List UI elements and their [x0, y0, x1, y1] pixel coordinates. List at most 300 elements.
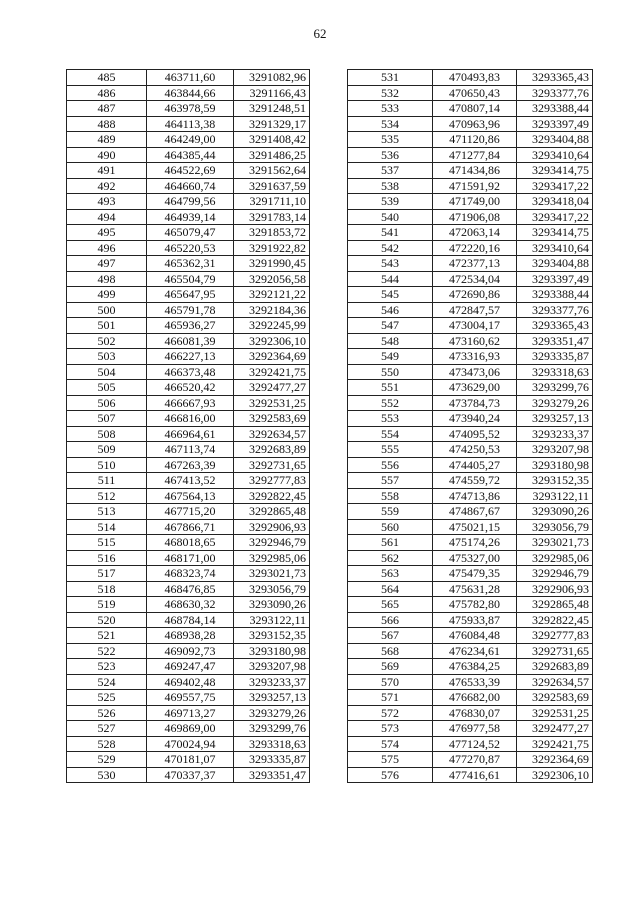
y-coordinate-cell: 3292731,65 — [234, 457, 310, 473]
point-number-cell: 516 — [67, 550, 147, 566]
y-coordinate-cell: 3291248,51 — [234, 101, 310, 117]
table-row — [348, 147, 593, 163]
y-coordinate-cell: 3292583,69 — [517, 690, 593, 706]
y-coordinate-cell: 3292245,99 — [234, 318, 310, 334]
point-number-cell: 515 — [67, 535, 147, 551]
y-coordinate-cell: 3292946,79 — [517, 566, 593, 582]
x-coordinate-cell: 470181,07 — [147, 752, 234, 768]
y-coordinate-cell: 3292477,27 — [234, 380, 310, 396]
point-number-cell: 571 — [348, 690, 433, 706]
x-coordinate-cell: 472220,16 — [433, 240, 517, 256]
x-coordinate-cell: 477416,61 — [433, 767, 517, 783]
table-row — [348, 163, 593, 179]
y-coordinate-cell: 3293365,43 — [517, 70, 593, 86]
x-coordinate-cell: 469402,48 — [147, 674, 234, 690]
point-number-cell: 494 — [67, 209, 147, 225]
x-coordinate-cell: 477124,52 — [433, 736, 517, 752]
y-coordinate-cell: 3292634,57 — [234, 426, 310, 442]
y-coordinate-cell: 3291486,25 — [234, 147, 310, 163]
point-number-cell: 538 — [348, 178, 433, 194]
x-coordinate-cell: 474867,67 — [433, 504, 517, 520]
y-coordinate-cell: 3292865,48 — [517, 597, 593, 613]
point-number-cell: 572 — [348, 705, 433, 721]
point-number-cell: 514 — [67, 519, 147, 535]
y-coordinate-cell: 3293351,47 — [517, 333, 593, 349]
x-coordinate-cell: 463978,59 — [147, 101, 234, 117]
table-row — [348, 333, 593, 349]
table-row — [348, 736, 593, 752]
point-number-cell: 506 — [67, 395, 147, 411]
table-row — [348, 457, 593, 473]
table-row — [67, 380, 310, 396]
table-row — [67, 426, 310, 442]
table-row — [348, 628, 593, 644]
x-coordinate-cell: 467263,39 — [147, 457, 234, 473]
x-coordinate-cell: 465504,79 — [147, 271, 234, 287]
coordinates-table-left — [66, 69, 310, 783]
point-number-cell: 489 — [67, 132, 147, 148]
table-row — [67, 147, 310, 163]
point-number-cell: 502 — [67, 333, 147, 349]
point-number-cell: 560 — [348, 519, 433, 535]
point-number-cell: 574 — [348, 736, 433, 752]
y-coordinate-cell: 3291562,64 — [234, 163, 310, 179]
y-coordinate-cell: 3293365,43 — [517, 318, 593, 334]
y-coordinate-cell: 3293090,26 — [234, 597, 310, 613]
table-row — [348, 318, 593, 334]
x-coordinate-cell: 476384,25 — [433, 659, 517, 675]
point-number-cell: 529 — [67, 752, 147, 768]
table-row — [348, 271, 593, 287]
x-coordinate-cell: 471591,92 — [433, 178, 517, 194]
table-row — [348, 132, 593, 148]
x-coordinate-cell: 466227,13 — [147, 349, 234, 365]
y-coordinate-cell: 3291082,96 — [234, 70, 310, 86]
table-row — [348, 752, 593, 768]
y-coordinate-cell: 3291637,59 — [234, 178, 310, 194]
x-coordinate-cell: 473160,62 — [433, 333, 517, 349]
y-coordinate-cell: 3293318,63 — [234, 736, 310, 752]
y-coordinate-cell: 3293404,88 — [517, 256, 593, 272]
y-coordinate-cell: 3293404,88 — [517, 132, 593, 148]
point-number-cell: 543 — [348, 256, 433, 272]
y-coordinate-cell: 3293388,44 — [517, 287, 593, 303]
x-coordinate-cell: 474250,53 — [433, 442, 517, 458]
coordinates-table-right — [347, 69, 593, 783]
y-coordinate-cell: 3292906,93 — [517, 581, 593, 597]
table-row — [348, 256, 593, 272]
x-coordinate-cell: 470493,83 — [433, 70, 517, 86]
point-number-cell: 507 — [67, 411, 147, 427]
x-coordinate-cell: 465791,78 — [147, 302, 234, 318]
table-row — [67, 473, 310, 489]
x-coordinate-cell: 464249,00 — [147, 132, 234, 148]
point-number-cell: 552 — [348, 395, 433, 411]
point-number-cell: 524 — [67, 674, 147, 690]
table-row — [348, 519, 593, 535]
x-coordinate-cell: 466081,39 — [147, 333, 234, 349]
x-coordinate-cell: 466520,42 — [147, 380, 234, 396]
table-row — [67, 333, 310, 349]
table-row — [67, 659, 310, 675]
y-coordinate-cell: 3293152,35 — [234, 628, 310, 644]
table-row — [67, 457, 310, 473]
y-coordinate-cell: 3293388,44 — [517, 101, 593, 117]
table-row — [67, 364, 310, 380]
y-coordinate-cell: 3292364,69 — [234, 349, 310, 365]
y-coordinate-cell: 3293122,11 — [517, 488, 593, 504]
point-number-cell: 555 — [348, 442, 433, 458]
table-row — [67, 628, 310, 644]
y-coordinate-cell: 3293351,47 — [234, 767, 310, 783]
y-coordinate-cell: 3292583,69 — [234, 411, 310, 427]
y-coordinate-cell: 3293207,98 — [234, 659, 310, 675]
x-coordinate-cell: 473629,00 — [433, 380, 517, 396]
table-row — [67, 240, 310, 256]
y-coordinate-cell: 3292364,69 — [517, 752, 593, 768]
x-coordinate-cell: 464799,56 — [147, 194, 234, 210]
point-number-cell: 559 — [348, 504, 433, 520]
y-coordinate-cell: 3293122,11 — [234, 612, 310, 628]
table-row — [348, 612, 593, 628]
x-coordinate-cell: 465647,95 — [147, 287, 234, 303]
point-number-cell: 570 — [348, 674, 433, 690]
y-coordinate-cell: 3292683,89 — [234, 442, 310, 458]
y-coordinate-cell: 3291329,17 — [234, 116, 310, 132]
table-row — [348, 116, 593, 132]
page-number: 62 — [313, 26, 327, 41]
x-coordinate-cell: 474713,86 — [433, 488, 517, 504]
y-coordinate-cell: 3292985,06 — [234, 550, 310, 566]
table-row — [348, 225, 593, 241]
table-row — [67, 287, 310, 303]
table-row — [67, 736, 310, 752]
table-row — [348, 411, 593, 427]
point-number-cell: 508 — [67, 426, 147, 442]
y-coordinate-cell: 3292184,36 — [234, 302, 310, 318]
x-coordinate-cell: 471434,86 — [433, 163, 517, 179]
x-coordinate-cell: 475327,00 — [433, 550, 517, 566]
y-coordinate-cell: 3293180,98 — [517, 457, 593, 473]
table-row — [67, 302, 310, 318]
x-coordinate-cell: 464385,44 — [147, 147, 234, 163]
point-number-cell: 488 — [67, 116, 147, 132]
table-row — [348, 643, 593, 659]
x-coordinate-cell: 477270,87 — [433, 752, 517, 768]
point-number-cell: 499 — [67, 287, 147, 303]
table-row — [348, 767, 593, 783]
point-number-cell: 501 — [67, 318, 147, 334]
table-row — [67, 395, 310, 411]
x-coordinate-cell: 475933,87 — [433, 612, 517, 628]
point-number-cell: 564 — [348, 581, 433, 597]
table-row — [348, 674, 593, 690]
table-row — [67, 225, 310, 241]
x-coordinate-cell: 466667,93 — [147, 395, 234, 411]
y-coordinate-cell: 3291853,72 — [234, 225, 310, 241]
x-coordinate-cell: 467113,74 — [147, 442, 234, 458]
y-coordinate-cell: 3293180,98 — [234, 643, 310, 659]
x-coordinate-cell: 476830,07 — [433, 705, 517, 721]
table-row — [348, 473, 593, 489]
x-coordinate-cell: 473316,93 — [433, 349, 517, 365]
x-coordinate-cell: 466964,61 — [147, 426, 234, 442]
point-number-cell: 550 — [348, 364, 433, 380]
y-coordinate-cell: 3292731,65 — [517, 643, 593, 659]
table-row — [67, 767, 310, 783]
table-row — [348, 178, 593, 194]
point-number-cell: 500 — [67, 302, 147, 318]
x-coordinate-cell: 468323,74 — [147, 566, 234, 582]
y-coordinate-cell: 3292865,48 — [234, 504, 310, 520]
x-coordinate-cell: 467866,71 — [147, 519, 234, 535]
x-coordinate-cell: 475021,15 — [433, 519, 517, 535]
point-number-cell: 533 — [348, 101, 433, 117]
point-number-cell: 496 — [67, 240, 147, 256]
point-number-cell: 510 — [67, 457, 147, 473]
y-coordinate-cell: 3291922,82 — [234, 240, 310, 256]
table-row — [348, 85, 593, 101]
x-coordinate-cell: 463711,60 — [147, 70, 234, 86]
point-number-cell: 498 — [67, 271, 147, 287]
point-number-cell: 541 — [348, 225, 433, 241]
table-row — [67, 349, 310, 365]
point-number-cell: 569 — [348, 659, 433, 675]
y-coordinate-cell: 3293090,26 — [517, 504, 593, 520]
y-coordinate-cell: 3293056,79 — [234, 581, 310, 597]
y-coordinate-cell: 3292121,22 — [234, 287, 310, 303]
point-number-cell: 534 — [348, 116, 433, 132]
x-coordinate-cell: 472847,57 — [433, 302, 517, 318]
x-coordinate-cell: 472063,14 — [433, 225, 517, 241]
y-coordinate-cell: 3291783,14 — [234, 209, 310, 225]
table-row — [348, 101, 593, 117]
point-number-cell: 487 — [67, 101, 147, 117]
point-number-cell: 568 — [348, 643, 433, 659]
table-row — [67, 85, 310, 101]
y-coordinate-cell: 3292777,83 — [517, 628, 593, 644]
point-number-cell: 547 — [348, 318, 433, 334]
x-coordinate-cell: 469557,75 — [147, 690, 234, 706]
table-row — [67, 504, 310, 520]
x-coordinate-cell: 468171,00 — [147, 550, 234, 566]
x-coordinate-cell: 468784,14 — [147, 612, 234, 628]
point-number-cell: 567 — [348, 628, 433, 644]
table-row — [67, 612, 310, 628]
point-number-cell: 540 — [348, 209, 433, 225]
y-coordinate-cell: 3293257,13 — [234, 690, 310, 706]
point-number-cell: 517 — [67, 566, 147, 582]
point-number-cell: 532 — [348, 85, 433, 101]
y-coordinate-cell: 3293410,64 — [517, 240, 593, 256]
y-coordinate-cell: 3292056,58 — [234, 271, 310, 287]
y-coordinate-cell: 3293335,87 — [517, 349, 593, 365]
x-coordinate-cell: 467564,13 — [147, 488, 234, 504]
x-coordinate-cell: 472377,13 — [433, 256, 517, 272]
table-row — [67, 690, 310, 706]
point-number-cell: 565 — [348, 597, 433, 613]
table-row — [348, 302, 593, 318]
x-coordinate-cell: 464113,38 — [147, 116, 234, 132]
x-coordinate-cell: 465220,53 — [147, 240, 234, 256]
table-row — [67, 566, 310, 582]
point-number-cell: 511 — [67, 473, 147, 489]
x-coordinate-cell: 469247,47 — [147, 659, 234, 675]
point-number-cell: 527 — [67, 721, 147, 737]
table-row — [67, 752, 310, 768]
point-number-cell: 554 — [348, 426, 433, 442]
x-coordinate-cell: 465362,31 — [147, 256, 234, 272]
point-number-cell: 509 — [67, 442, 147, 458]
y-coordinate-cell: 3292906,93 — [234, 519, 310, 535]
table-row — [348, 690, 593, 706]
table-row — [67, 550, 310, 566]
table-row — [348, 395, 593, 411]
y-coordinate-cell: 3292822,45 — [517, 612, 593, 628]
point-number-cell: 492 — [67, 178, 147, 194]
point-number-cell: 576 — [348, 767, 433, 783]
point-number-cell: 491 — [67, 163, 147, 179]
y-coordinate-cell: 3292477,27 — [517, 721, 593, 737]
y-coordinate-cell: 3293335,87 — [234, 752, 310, 768]
x-coordinate-cell: 476084,48 — [433, 628, 517, 644]
x-coordinate-cell: 475631,28 — [433, 581, 517, 597]
table-row — [348, 380, 593, 396]
point-number-cell: 562 — [348, 550, 433, 566]
x-coordinate-cell: 473473,06 — [433, 364, 517, 380]
point-number-cell: 495 — [67, 225, 147, 241]
y-coordinate-cell: 3291711,10 — [234, 194, 310, 210]
x-coordinate-cell: 467413,52 — [147, 473, 234, 489]
x-coordinate-cell: 464522,69 — [147, 163, 234, 179]
y-coordinate-cell: 3291408,42 — [234, 132, 310, 148]
x-coordinate-cell: 465936,27 — [147, 318, 234, 334]
table-row — [67, 163, 310, 179]
x-coordinate-cell: 473004,17 — [433, 318, 517, 334]
y-coordinate-cell: 3293207,98 — [517, 442, 593, 458]
table-row — [348, 349, 593, 365]
y-coordinate-cell: 3293397,49 — [517, 271, 593, 287]
point-number-cell: 537 — [348, 163, 433, 179]
table-row — [348, 194, 593, 210]
y-coordinate-cell: 3293233,37 — [234, 674, 310, 690]
x-coordinate-cell: 474405,27 — [433, 457, 517, 473]
table-row — [67, 194, 310, 210]
point-number-cell: 497 — [67, 256, 147, 272]
table-row — [67, 209, 310, 225]
table-row — [67, 178, 310, 194]
table-row — [67, 674, 310, 690]
point-number-cell: 551 — [348, 380, 433, 396]
y-coordinate-cell: 3293056,79 — [517, 519, 593, 535]
point-number-cell: 504 — [67, 364, 147, 380]
x-coordinate-cell: 465079,47 — [147, 225, 234, 241]
x-coordinate-cell: 464939,14 — [147, 209, 234, 225]
x-coordinate-cell: 464660,74 — [147, 178, 234, 194]
table-row — [348, 721, 593, 737]
x-coordinate-cell: 474559,72 — [433, 473, 517, 489]
table-row — [67, 442, 310, 458]
table-row — [67, 256, 310, 272]
y-coordinate-cell: 3293410,64 — [517, 147, 593, 163]
y-coordinate-cell: 3293397,49 — [517, 116, 593, 132]
y-coordinate-cell: 3293377,76 — [517, 85, 593, 101]
table-row — [348, 504, 593, 520]
x-coordinate-cell: 471120,86 — [433, 132, 517, 148]
point-number-cell: 536 — [348, 147, 433, 163]
point-number-cell: 490 — [67, 147, 147, 163]
table-row — [67, 70, 310, 86]
x-coordinate-cell: 470024,94 — [147, 736, 234, 752]
point-number-cell: 493 — [67, 194, 147, 210]
x-coordinate-cell: 468018,65 — [147, 535, 234, 551]
point-number-cell: 573 — [348, 721, 433, 737]
point-number-cell: 525 — [67, 690, 147, 706]
table-row — [67, 721, 310, 737]
table-row — [348, 287, 593, 303]
y-coordinate-cell: 3292531,25 — [234, 395, 310, 411]
table-row — [348, 70, 593, 86]
table-row — [67, 101, 310, 117]
y-coordinate-cell: 3291166,43 — [234, 85, 310, 101]
point-number-cell: 531 — [348, 70, 433, 86]
table-row — [67, 116, 310, 132]
y-coordinate-cell: 3293414,75 — [517, 225, 593, 241]
point-number-cell: 575 — [348, 752, 433, 768]
y-coordinate-cell: 3293377,76 — [517, 302, 593, 318]
x-coordinate-cell: 476533,39 — [433, 674, 517, 690]
y-coordinate-cell: 3291990,45 — [234, 256, 310, 272]
y-coordinate-cell: 3293414,75 — [517, 163, 593, 179]
point-number-cell: 521 — [67, 628, 147, 644]
x-coordinate-cell: 469092,73 — [147, 643, 234, 659]
point-number-cell: 520 — [67, 612, 147, 628]
y-coordinate-cell: 3292306,10 — [517, 767, 593, 783]
x-coordinate-cell: 472534,04 — [433, 271, 517, 287]
y-coordinate-cell: 3293417,22 — [517, 178, 593, 194]
x-coordinate-cell: 470650,43 — [433, 85, 517, 101]
table-row — [348, 597, 593, 613]
x-coordinate-cell: 466373,48 — [147, 364, 234, 380]
y-coordinate-cell: 3292421,75 — [517, 736, 593, 752]
point-number-cell: 522 — [67, 643, 147, 659]
y-coordinate-cell: 3293418,04 — [517, 194, 593, 210]
table-row — [67, 581, 310, 597]
point-number-cell: 486 — [67, 85, 147, 101]
y-coordinate-cell: 3292683,89 — [517, 659, 593, 675]
point-number-cell: 513 — [67, 504, 147, 520]
table-row — [67, 411, 310, 427]
x-coordinate-cell: 472690,86 — [433, 287, 517, 303]
table-row — [348, 581, 593, 597]
point-number-cell: 485 — [67, 70, 147, 86]
table-row — [67, 488, 310, 504]
table-row — [67, 705, 310, 721]
x-coordinate-cell: 475174,26 — [433, 535, 517, 551]
x-coordinate-cell: 470963,96 — [433, 116, 517, 132]
table-row — [67, 318, 310, 334]
x-coordinate-cell: 476977,58 — [433, 721, 517, 737]
table-row — [67, 132, 310, 148]
x-coordinate-cell: 475479,35 — [433, 566, 517, 582]
point-number-cell: 561 — [348, 535, 433, 551]
y-coordinate-cell: 3292822,45 — [234, 488, 310, 504]
y-coordinate-cell: 3292634,57 — [517, 674, 593, 690]
y-coordinate-cell: 3293021,73 — [517, 535, 593, 551]
y-coordinate-cell: 3293299,76 — [234, 721, 310, 737]
x-coordinate-cell: 473784,73 — [433, 395, 517, 411]
y-coordinate-cell: 3293318,63 — [517, 364, 593, 380]
